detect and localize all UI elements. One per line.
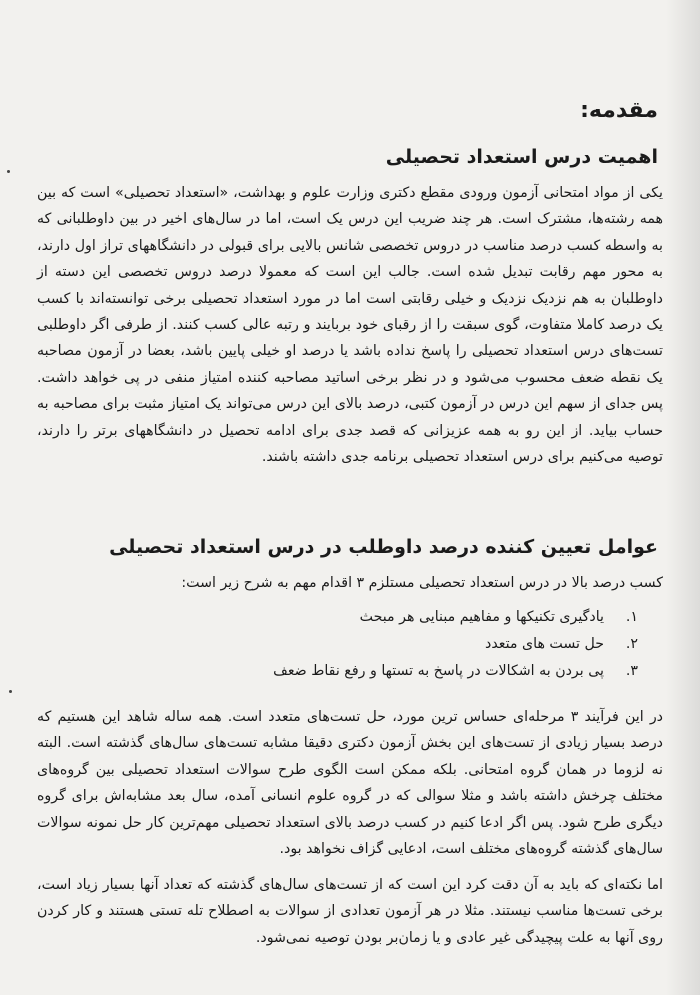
- list-item: [273, 658, 638, 685]
- process-paragraph: در این فرآیند ۳ مرحله‌ای حساس ترین مورد، حل تست‌های متعدد است. همه ساله شاهد این هستیم که درصد بسیار زیادی از تست‌های این بخش آزمون دکتری دقیقا مشابه تست‌های سال‌های گذشته است. البته نه لزوما در همان گروه امتحانی. بلکه ممکن است الگوی طرح سوالات استعداد تحصیلی بین گروه‌های مختلف چرخش داشته باشد و مثلا سوالی که در گروه علوم انسانی آمده، سال بعد مشابه‌اش برای گروه دیگری طرح شود. پس اگر ادعا کنیم در کسب درصد بالای استعداد تحصیلی مهم‌ترین کار حل نمونه سوالات سال‌های گذشته گروه‌های مختلف است، ادعایی گزاف نخواهد بود.: [37, 709, 663, 858]
- step-number: ۲.: [625, 636, 638, 652]
- scan-speck: [7, 170, 10, 173]
- step-text: حل تست های متعدد: [485, 636, 604, 652]
- section-heading-factors: عوامل تعیین کننده درصد داوطلب در درس استعداد تحصیلی: [109, 536, 658, 558]
- step-text: یادگیری تکنیکها و مفاهیم مبنایی هر مبحث: [359, 609, 604, 625]
- step-text: پی بردن به اشکالات در پاسخ به تستها و رفع نقاط ضعف: [273, 663, 604, 679]
- section-heading-importance: اهمیت درس استعداد تحصیلی: [385, 146, 658, 168]
- note-paragraph: اما نکته‌ای که باید به آن دقت کرد این است که از تست‌های سال‌های گذشته که تعداد آنها بسیار زیاد است، برخی تست‌ها مناسب نیستند. مثلا در هر آزمون تعدادی از سوالات به اصطلاح تله تستی هستند و کار کردن روی آنها به علت پیچیدگی غیر عادی و یا زمان‌بر بودن توصیه نمی‌شود.: [37, 877, 663, 946]
- list-item: [273, 631, 638, 658]
- list-item: [273, 604, 638, 631]
- step-number: ۳.: [625, 663, 638, 679]
- scan-speck: [9, 690, 12, 693]
- factors-intro: کسب درصد بالا در درس استعداد تحصیلی مستلزم ۳ اقدام مهم به شرح زیر است:: [181, 575, 663, 591]
- main-heading: مقدمه:: [580, 98, 658, 123]
- step-number: ۱.: [625, 609, 638, 625]
- importance-paragraph: یکی از مواد امتحانی آزمون ورودی مقطع دکتری وزارت علوم و بهداشت، «استعداد تحصیلی» است که بین همه رشته‌ها، مشترک است. هر چند ضریب این درس یک است، اما در سال‌های اخیر در بین داوطلبانی که به واسطه کسب درصد مناسب در دروس تخصصی شانس بالایی برای قبولی در دانشگاههای تراز اول دارند، به محور مهم رقابت تبدیل شده است. جالب این است که معمولا درصد دروس تخصصی این دسته از داوطلبان به هم نزدیک نزدیک و خیلی رقابتی است اما در مورد استعداد تحصیلی برخی توانسته‌اند با کسب یک درصد کاملا متفاوت، گوی سبقت را از رقبای خود بربایند و رتبه عالی کسب کنند. از طرفی اگر داوطلبی تست‌های درس استعداد تحصیلی را پاسخ نداده باشد یا درصد او خیلی پایین باشد، بعضا در آزمون مصاحبه یک نقطه ضعف محسوب می‌شود و در نظر برخی اساتید مصاحبه کننده امتیاز منفی در پی خواهد داشت. پس جدای از سهم این درس در آزمون کتبی، درصد بالای این درس می‌تواند یک امتیاز مثبت برای مصاحبه به حساب بیاید. از این رو به همه عزیزانی که قصد جدی برای ادامه تحصیل در دانشگاههای برتر را دارند، توصیه می‌کنیم برای درس استعداد تحصیلی برنامه جدی داشته باشند.: [37, 185, 663, 466]
- page-edge-shadow: [666, 0, 700, 995]
- steps-list: [273, 604, 638, 685]
